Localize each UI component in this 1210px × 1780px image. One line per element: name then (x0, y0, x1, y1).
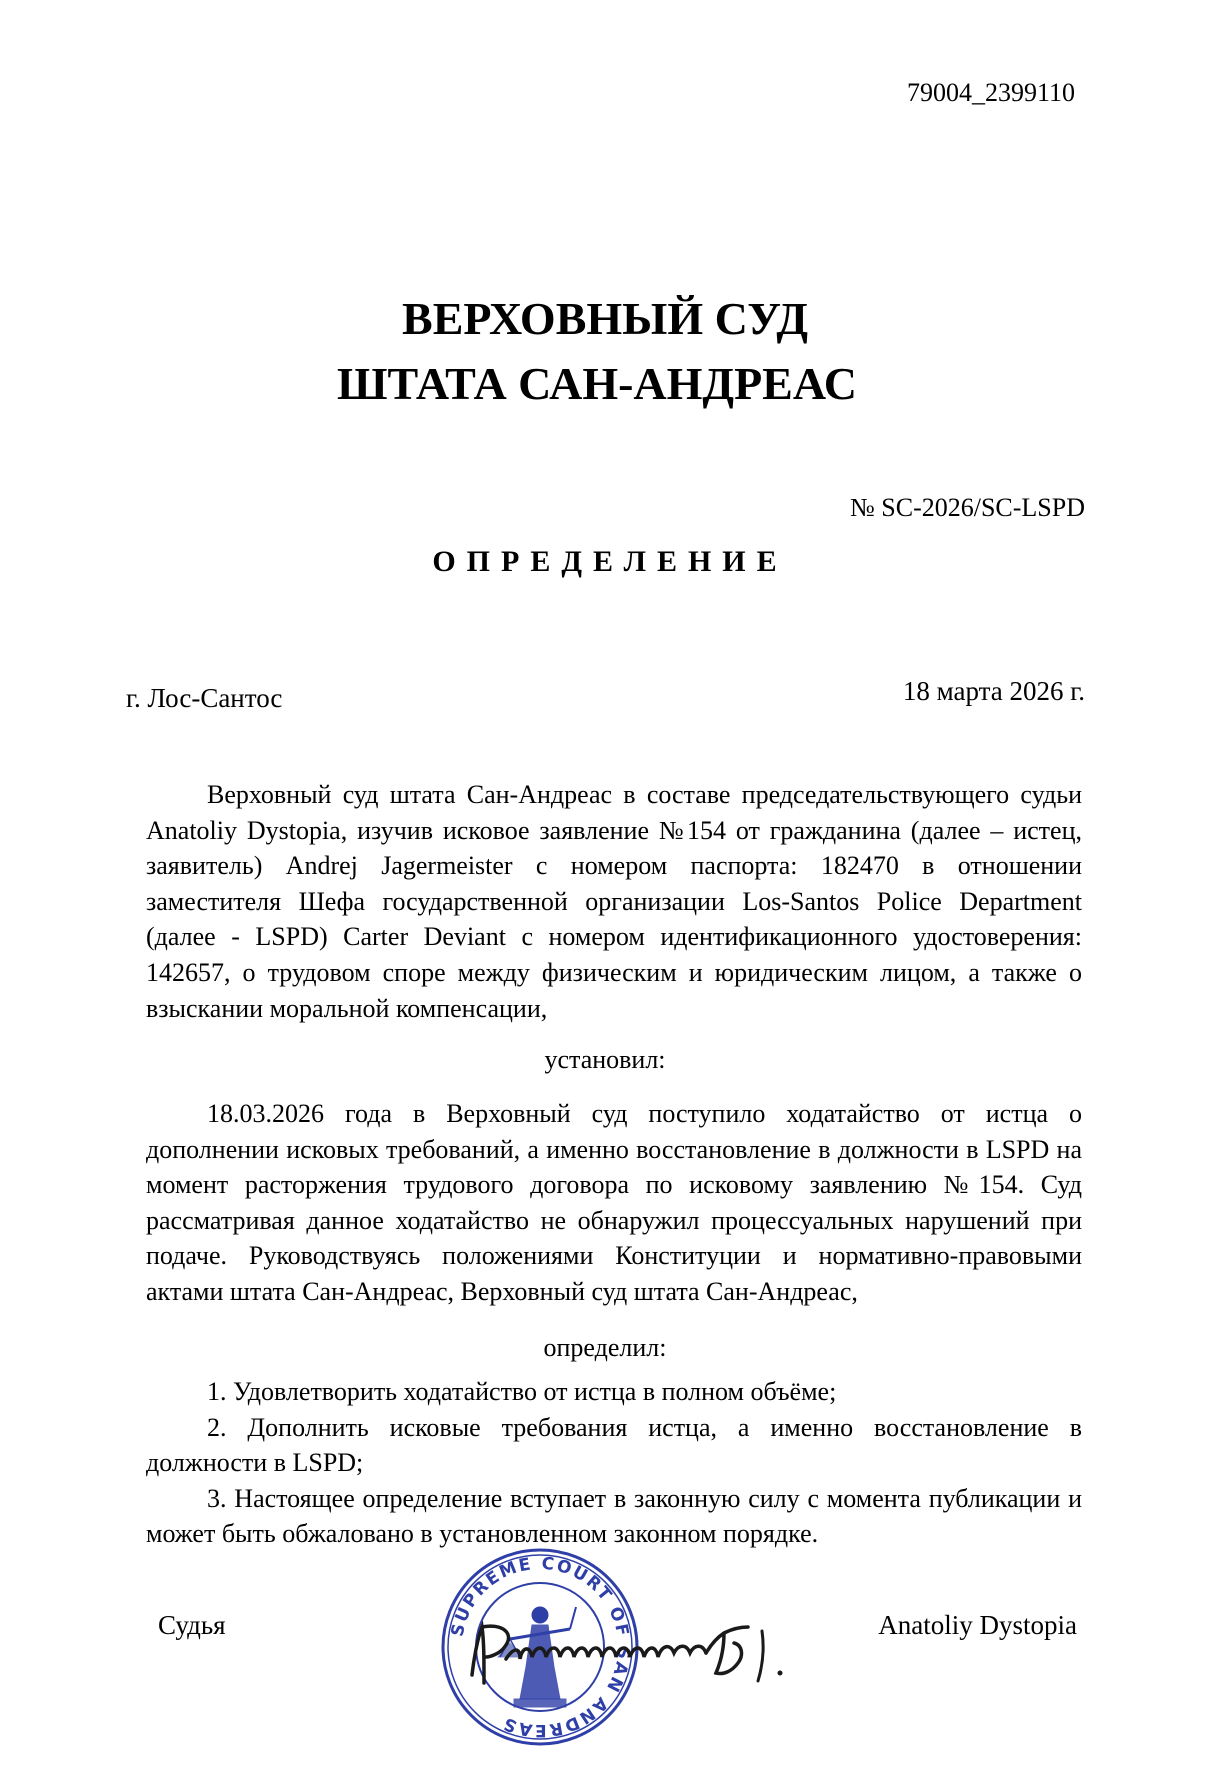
ruling-item: 2. Дополнить исковые требования истца, а именно восстановление в должности в LSPD; (146, 1412, 1082, 1478)
seal-text: SUPREME COURT OF SAN ANDREAS (447, 1553, 634, 1741)
ruled-word: определил: (543, 1333, 667, 1362)
ruling-item: 1. Удовлетворить ходатайство от истца в полном объёме; (207, 1377, 837, 1406)
intro-paragraph (146, 777, 1082, 1026)
judge-name: Anatoliy Dystopia (878, 1610, 1077, 1640)
intro-paragraph-text: Верховный суд штата Сан-Андреас в составе председательствующего судьи Anatoliy Dystopia, изучив исковое заявление №154 от гражданина (далее – истец, заявитель) Andrej Jagermeister с номером паспорта: 182470 в отношении заместителя Шефа государственной организации Los-Santos Police Department (далее - LSPD) Carter Deviant с номером идентификационного удостоверения: 142657, о трудовом споре между физическим и юридическим лицом, а также о взыскании моральной компенсации, (146, 780, 1082, 1023)
date: 18 марта 2026 г. (902, 676, 1085, 706)
judge-label: Судья (158, 1610, 226, 1640)
established-word: установил: (544, 1045, 666, 1074)
established-paragraph (146, 1096, 1082, 1310)
case-number: № SC-2026/SC-LSPD (849, 493, 1085, 522)
court-title-line2: ШТАТА САН-АНДРЕАС (336, 358, 857, 409)
established-paragraph-text: 18.03.2026 года в Верховный суд поступило ходатайство от истца о дополнении исковых требований, а именно восстановление в должности в LSPD на момент расторжения трудового договора по исковому заявлению №154. Суд рассматривая данное ходатайство не обнаружил процессуальных нарушений при подаче. Руководствуясь положениями Конституции и нормативно-правовыми актами штата Сан-Андреас, Верховный суд штата Сан-Андреас, (146, 1099, 1082, 1306)
ruling-list (146, 1374, 1082, 1552)
document-id: 79004_2399110 (906, 78, 1075, 107)
court-title-line1: ВЕРХОВНЫЙ СУД (402, 293, 808, 344)
ruling-item: 3. Настоящее определение вступает в законную силу с момента публикации и может быть обжаловано в установленном законном порядке. (146, 1483, 1082, 1549)
signature-icon (462, 1597, 822, 1697)
city: г. Лос-Сантос (126, 683, 283, 713)
document-heading: ОПРЕДЕЛЕНИЕ (432, 545, 788, 578)
